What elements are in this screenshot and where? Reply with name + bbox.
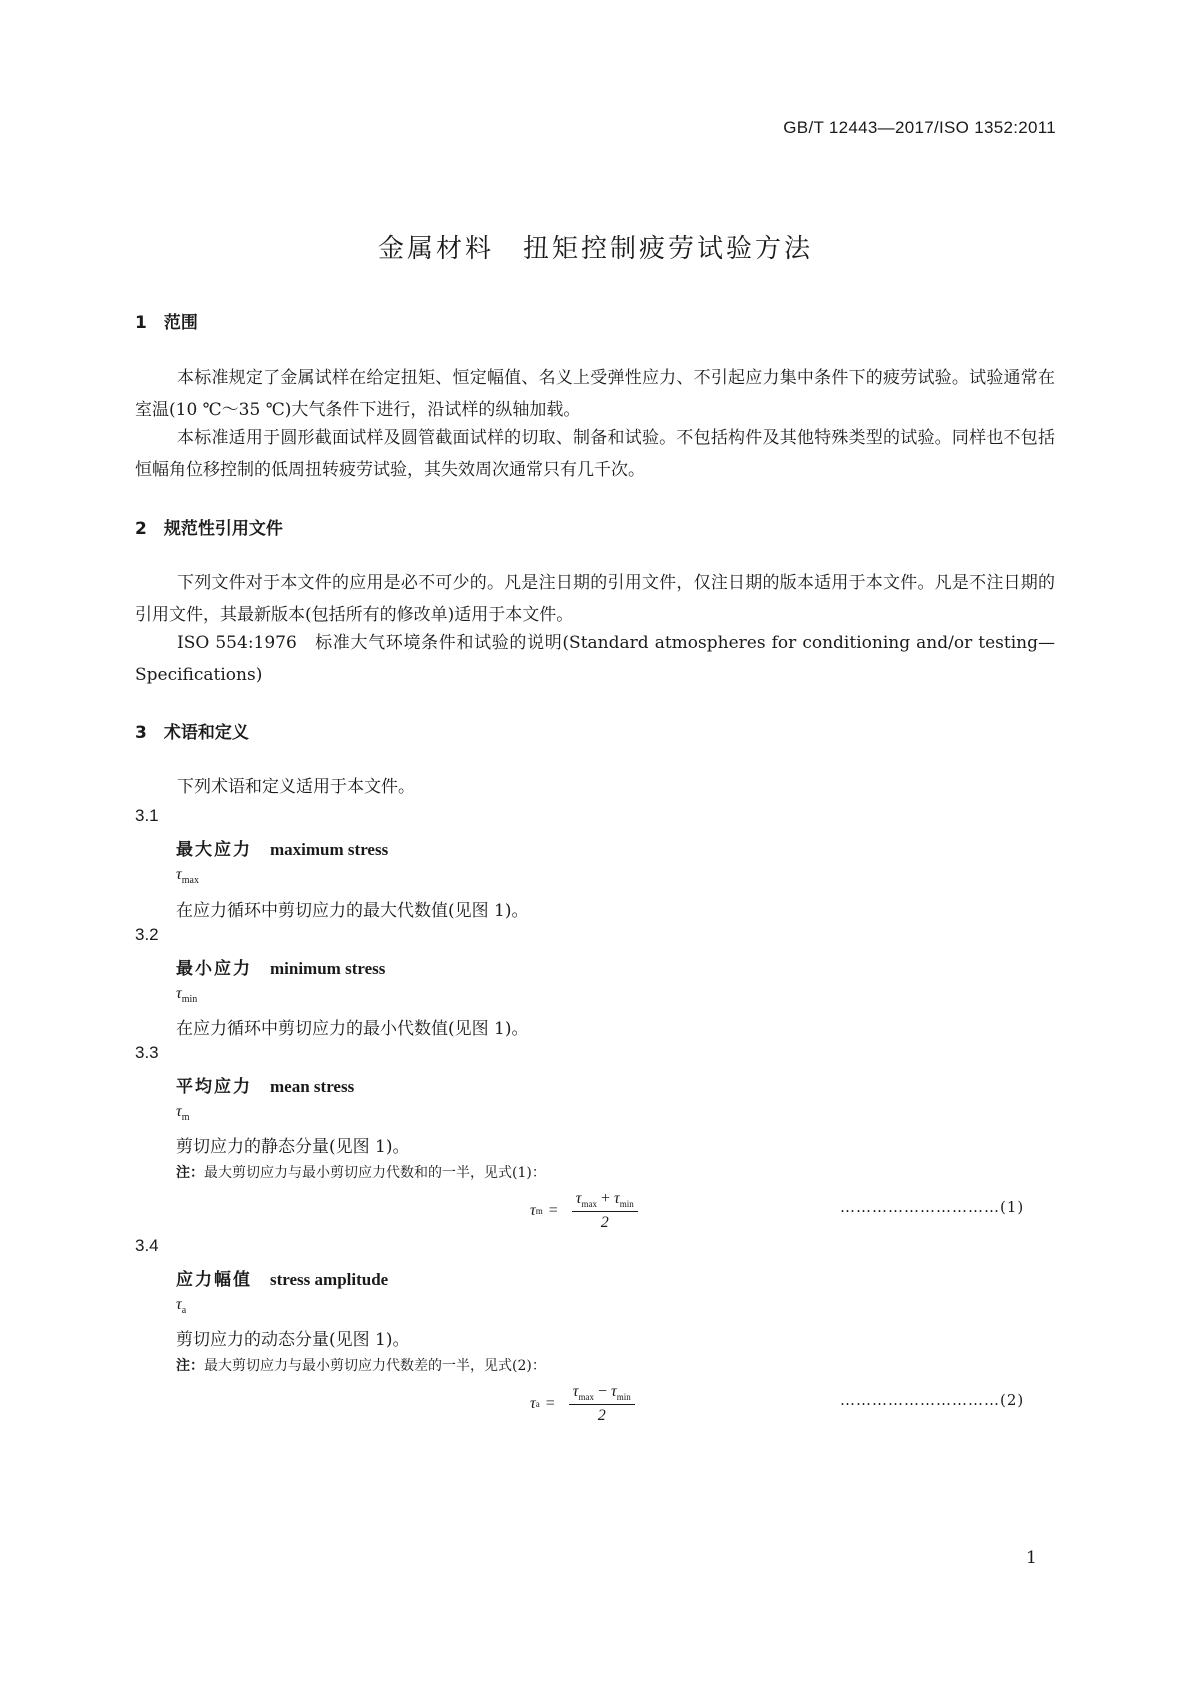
term-name-en: minimum stress (270, 959, 386, 978)
section-2-heading: 2 规范性引用文件 (135, 519, 283, 539)
formula-lhs-subscript: a (535, 1399, 540, 1410)
section-1-heading: 1 范围 (135, 313, 198, 333)
term-symbol (176, 985, 197, 1005)
symbol-tau: τ (176, 1296, 182, 1313)
formula-denominator: 2 (600, 1214, 609, 1232)
term-heading (176, 954, 385, 979)
section-1-paragraph: 本标准适用于圆形截面试样及圆管截面试样的切取、制备和试验。不包括构件及其他特殊类型的试验。同样也不包括恒幅角位移控制的低周扭转疲劳试验，其失效周次通常只有几千次。 (135, 428, 1055, 480)
formula-operator: + (601, 1190, 611, 1207)
term-number: 3.3 (135, 1043, 159, 1062)
normative-reference: ISO 554:1976 标准大气环境条件和试验的说明(Standard atmospheres for conditioning and/or testing—Specifications) (135, 633, 1055, 685)
term-number: 3.1 (135, 806, 159, 825)
term-name-en: stress amplitude (270, 1270, 389, 1289)
formula-equals: = (548, 1202, 558, 1220)
symbol-tau: τ (176, 1103, 182, 1120)
numerator-symbol-a: τ (575, 1190, 582, 1207)
symbol-subscript: m (181, 1112, 190, 1124)
term-definition: 剪切应力的静态分量(见图 1)。 (176, 1137, 410, 1157)
term-name-zh: 最大应力 (176, 840, 252, 860)
numerator-subscript-b: min (619, 1199, 634, 1210)
term-symbol (176, 866, 199, 886)
numerator-subscript-a: max (581, 1199, 598, 1210)
section-3-intro: 下列术语和定义适用于本文件。 (177, 777, 415, 797)
note-text: 最大剪切应力与最小剪切应力代数和的一半，见式(1)： (204, 1165, 546, 1181)
standard-number: GB/T 12443—2017/ISO 1352:2011 (783, 118, 1056, 137)
formula-operator: − (598, 1383, 608, 1400)
numerator-symbol-b: τ (614, 1190, 620, 1207)
formula-numerator (569, 1383, 635, 1405)
formula-number: …………………………(2) (840, 1391, 1025, 1409)
formula-fraction (572, 1190, 638, 1232)
term-name-en: mean stress (270, 1077, 355, 1096)
document-title: 金属材料 扭矩控制疲劳试验方法 (377, 234, 813, 264)
numerator-subscript-b: min (616, 1392, 631, 1403)
symbol-subscript: max (181, 875, 199, 887)
formula-lhs-symbol: τ (530, 1202, 536, 1220)
formula-denominator: 2 (597, 1407, 606, 1425)
note-text: 最大剪切应力与最小剪切应力代数差的一半，见式(2)： (204, 1358, 546, 1374)
term-symbol (176, 1296, 186, 1316)
note-label: 注： (176, 1165, 204, 1181)
page-number: 1 (1026, 1548, 1037, 1568)
section-2-paragraph: 下列文件对于本文件的应用是必不可少的。凡是注日期的引用文件，仅注日期的版本适用于本文件。凡是不注日期的引用文件，其最新版本(包括所有的修改单)适用于本文件。 (135, 573, 1055, 625)
note-label: 注： (176, 1358, 204, 1374)
symbol-subscript: a (181, 1305, 187, 1317)
symbol-subscript: min (181, 994, 198, 1006)
term-name-en: maximum stress (270, 840, 389, 859)
formula-number: …………………………(1) (840, 1198, 1025, 1216)
term-definition: 在应力循环中剪切应力的最小代数值(见图 1)。 (176, 1019, 529, 1039)
term-note (176, 1355, 546, 1375)
formula-lhs-symbol: τ (530, 1395, 536, 1413)
term-heading (176, 1265, 388, 1290)
numerator-symbol-b: τ (611, 1383, 617, 1400)
section-1-paragraph: 本标准规定了金属试样在给定扭矩、恒定幅值、名义上受弹性应力、不引起应力集中条件下的疲劳试验。试验通常在室温(10 ℃～35 ℃)大气条件下进行，沿试样的纵轴加载。 (135, 368, 1055, 420)
term-heading (176, 1072, 354, 1097)
numerator-subscript-a: max (578, 1392, 594, 1403)
term-name-zh: 应力幅值 (176, 1270, 252, 1290)
numerator-symbol-a: τ (572, 1383, 579, 1400)
symbol-tau: τ (176, 866, 182, 883)
formula-numerator (572, 1190, 638, 1212)
term-definition: 剪切应力的动态分量(见图 1)。 (176, 1330, 410, 1350)
formula-lhs-subscript: m (535, 1206, 543, 1217)
symbol-tau: τ (176, 985, 182, 1002)
section-3-heading: 3 术语和定义 (135, 723, 249, 743)
formula-fraction (569, 1383, 635, 1425)
term-symbol (176, 1103, 190, 1123)
term-name-zh: 平均应力 (176, 1077, 252, 1097)
term-number: 3.2 (135, 925, 159, 944)
term-name-zh: 最小应力 (176, 959, 252, 979)
term-note (176, 1162, 546, 1182)
formula-1 (530, 1190, 638, 1232)
term-heading (176, 835, 388, 860)
term-number: 3.4 (135, 1236, 159, 1255)
formula-2 (530, 1383, 635, 1425)
term-definition: 在应力循环中剪切应力的最大代数值(见图 1)。 (176, 901, 529, 921)
formula-equals: = (545, 1395, 555, 1413)
